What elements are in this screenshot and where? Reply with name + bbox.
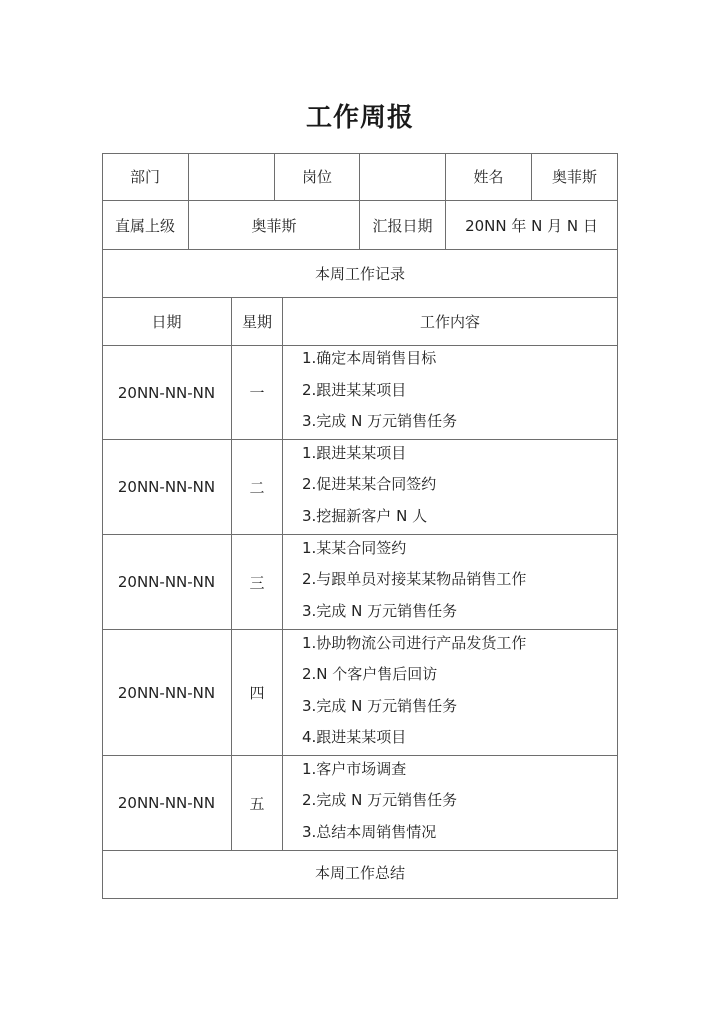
record-date: 20NN-NN-NN — [117, 794, 216, 812]
record-content — [302, 756, 616, 850]
list-item: 1.跟进某某项目 — [302, 444, 407, 462]
record-weekday: 一 — [249, 384, 265, 402]
list-item: 3.完成 N 万元销售任务 — [302, 697, 458, 715]
record-weekday: 五 — [249, 794, 265, 813]
weekly-report-table — [102, 153, 618, 899]
list-item: 1.客户市场调查 — [302, 760, 407, 778]
position-value[interactable] — [360, 153, 445, 200]
record-date: 20NN-NN-NN — [117, 478, 216, 496]
col-divider — [282, 297, 283, 851]
list-item: 1.某某合同签约 — [302, 539, 407, 557]
list-item: 2.跟进某某项目 — [302, 381, 407, 399]
name-value[interactable]: 奥菲斯 — [551, 168, 597, 186]
column-header-content: 工作内容 — [419, 313, 480, 331]
list-item: 2.完成 N 万元销售任务 — [302, 791, 458, 809]
table-border-bottom — [102, 898, 618, 899]
list-item: 2.与跟单员对接某某物品销售工作 — [302, 570, 527, 588]
list-item: 3.完成 N 万元销售任务 — [302, 602, 458, 620]
list-item: 1.协助物流公司进行产品发货工作 — [302, 634, 527, 652]
list-item: 2.N 个客户售后回访 — [302, 665, 438, 683]
column-header-date: 日期 — [151, 313, 182, 331]
list-item: 3.挖掘新客户 N 人 — [302, 507, 428, 525]
record-content — [302, 630, 616, 755]
record-date: 20NN-NN-NN — [117, 383, 216, 402]
dept-label: 部门 — [129, 168, 160, 186]
list-item: 3.完成 N 万元销售任务 — [302, 412, 458, 430]
record-content — [302, 346, 616, 439]
record-date: 20NN-NN-NN — [117, 573, 216, 591]
supervisor-label: 直属上级 — [114, 216, 175, 235]
record-date: 20NN-NN-NN — [117, 683, 216, 702]
supervisor-value[interactable]: 奥菲斯 — [251, 216, 297, 235]
position-label: 岗位 — [301, 168, 332, 186]
report-date-value[interactable]: 20NN 年 N 月 N 日 — [465, 216, 598, 235]
record-weekday: 三 — [249, 573, 265, 592]
report-date-label: 汇报日期 — [372, 216, 433, 235]
record-weekday: 二 — [249, 478, 265, 497]
column-header-weekday: 星期 — [241, 313, 272, 331]
list-item: 1.确定本周销售目标 — [302, 349, 437, 367]
record-content — [302, 535, 616, 629]
page-title: 工作周报 — [305, 103, 414, 133]
record-weekday: 四 — [249, 684, 265, 702]
list-item: 3.总结本周销售情况 — [302, 823, 437, 841]
list-item: 4.跟进某某项目 — [302, 728, 407, 746]
dept-value[interactable] — [189, 153, 274, 200]
record-content — [302, 440, 616, 534]
summary-heading: 本周工作总结 — [314, 863, 405, 882]
records-heading: 本周工作记录 — [314, 265, 405, 283]
name-label: 姓名 — [473, 168, 504, 186]
list-item: 2.促进某某合同签约 — [302, 475, 437, 493]
